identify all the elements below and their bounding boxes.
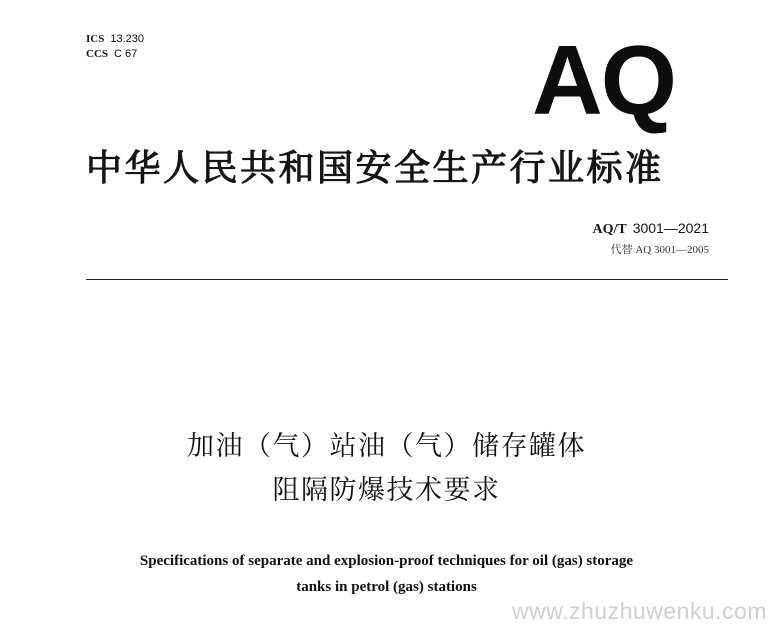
replaces-standard: 代替 AQ 3001—2005 xyxy=(610,244,709,256)
ics-label: ICS xyxy=(86,33,105,45)
aq-logo: AQ xyxy=(532,25,675,135)
ccs-code-row xyxy=(86,47,144,62)
header-divider xyxy=(86,279,728,280)
english-title xyxy=(0,548,773,600)
chinese-title-line-1: 加油（气）站油（气）储存罐体 xyxy=(187,431,586,462)
chinese-title-line-2: 阻隔防爆技术要求 xyxy=(272,475,501,506)
standard-year-number: 3001—2021 xyxy=(632,220,709,236)
english-title-line-1: Specifications of separate and explosion-proof techniques for oil (gas) storage xyxy=(139,553,634,569)
site-watermark: www.zhuzhuwenku.com xyxy=(512,598,767,624)
english-title-line-2: tanks in petrol (gas) stations xyxy=(296,579,477,595)
ics-code-row xyxy=(86,32,144,47)
standard-code: AQ/T xyxy=(592,222,627,237)
standard-category-title: 中华人民共和国安全生产行业标准 xyxy=(86,148,664,189)
standard-number xyxy=(592,219,709,239)
ccs-label: CCS xyxy=(86,48,109,60)
chinese-title xyxy=(0,425,773,513)
ics-value: 13.230 xyxy=(110,33,144,45)
ccs-value: C 67 xyxy=(114,48,138,60)
classification-codes xyxy=(86,32,144,62)
